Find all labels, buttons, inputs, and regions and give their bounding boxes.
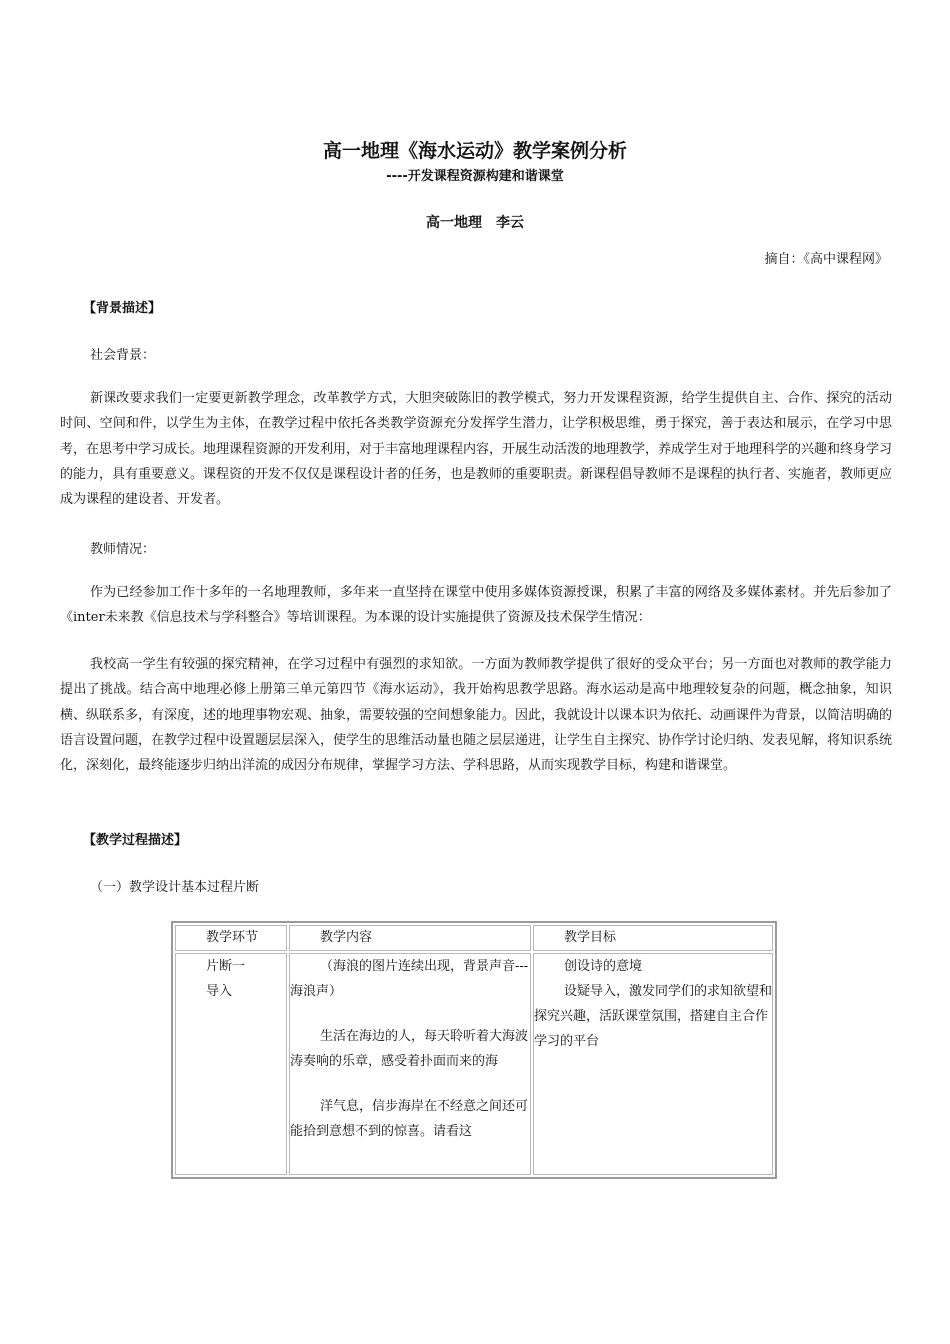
content-paragraph: （海浪的图片连续出现，背景声音---海浪声） [290, 959, 529, 999]
document-subtitle: ----开发课程资源构建和谐课堂 [386, 169, 564, 184]
section-heading-background: 【背景描述】 [83, 301, 162, 316]
content-cell [289, 953, 531, 1175]
teaching-process-table [171, 921, 777, 1179]
process-subheading: （一）教学设计基本过程片断 [90, 880, 260, 895]
student-situation-paragraph: 我校高一学生有较强的探究精神，在学习过程中有强烈的求知欲。一方面为教师教学提供了很好的受众平台；另一方面也对教师的教学能力提出了挑战。结合高中地理必修上册第三单元第四节《海水运动》，我开始构思教学思路。海水运动是高中地理较复杂的问题，概念抽象，知识横、纵联系多，有深度，述的地理事物宏观、抽象，需要较强的空间想象能力。因此，我就设计以课本识为依托、动画课件为背景，以简洁明确的语言设置问题，在教学过程中设置题层层深入，使学生的思维活动量也随之层层递进，让学生自主探究、协作学讨论归纳、发表见解，将知识系统化，深刻化，最终能逐步归纳出洋流的成因分布规律，掌握学习方法、学科思路，从而实现教学目标，构建和谐课堂。 [60, 657, 893, 774]
document-title: 高一地理《海水运动》教学案例分析 [322, 140, 627, 162]
goal-paragraph: 创设诗的意境 [564, 959, 643, 974]
section-heading-process: 【教学过程描述】 [83, 833, 188, 848]
teacher-situation-paragraph: 作为已经参加工作十多年的一名地理教师，多年来一直坚持在课堂中使用多媒体资源授课，积累了丰富的网络及多媒体素材。并先后参加了《inter未来教《信息技术与学科整合》等培训课程。为本课的设计实施提供了资源及技术保学生情况： [60, 585, 892, 626]
stage-cell [175, 953, 287, 1175]
table-header-row [175, 925, 773, 951]
stage-type: 导入 [206, 984, 233, 999]
goal-cell [533, 953, 773, 1175]
stage-name: 片断一 [206, 959, 246, 974]
goal-paragraph: 设疑导入，激发同学们的求知欲望和探究兴趣，活跃课堂氛围，搭建自主合作学习的平台 [534, 984, 773, 1049]
author-line: 高一地理 李云 [426, 215, 524, 231]
header-teaching-content [289, 925, 531, 951]
header-teaching-stage [175, 925, 287, 951]
teacher-situation-label: 教师情况： [90, 542, 156, 557]
source-citation: 摘自：《高中课程网》 [764, 252, 888, 267]
table-row [175, 953, 773, 1175]
header-label: 教学内容 [320, 930, 373, 945]
social-background-label: 社会背景： [90, 348, 156, 363]
header-teaching-goal [533, 925, 773, 951]
header-label: 教学目标 [564, 930, 617, 945]
content-paragraph: 洋气息，信步海岸在不经意之间还可能拾到意想不到的惊喜。请看这 [290, 1099, 529, 1139]
header-label: 教学环节 [206, 930, 259, 945]
content-paragraph: 生活在海边的人，每天聆听着大海波涛奏响的乐章，感受着扑面而来的海 [290, 1029, 529, 1069]
social-background-paragraph: 新课改要求我们一定要更新教学理念，改革教学方式，大胆突破陈旧的教学模式，努力开发课程资源，给学生提供自主、合作、探究的活动时间、空间和件，以学生为主体，在教学过程中依托各类教学资源充分发挥学生潜力，让学积极思维，勇于探究，善于表达和展示，在学习中思考，在思考中学习成长。地理课程资源的开发利用，对于丰富地理课程内容，开展生动活泼的地理教学，养成学生对于地理科学的兴趣和终身学习的能力，具有重要意义。课程资的开发不仅仅是课程设计者的任务，也是教师的重要职责。新课程倡导教师不是课程的执行者、实施者，教师更应成为课程的建设者、开发者。 [60, 391, 893, 508]
